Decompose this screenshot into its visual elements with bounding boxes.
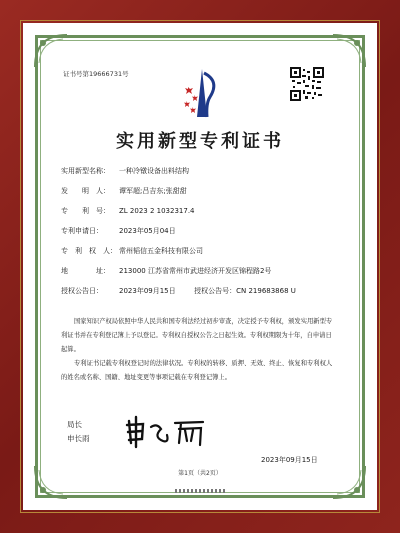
field-value: 一种冷镦设备出料结构	[119, 167, 189, 175]
field-inventor	[61, 186, 187, 196]
field-label: 实用新型名称：	[61, 167, 110, 175]
cnipa-emblem-icon	[180, 67, 224, 123]
corner-ornament-icon	[331, 33, 367, 69]
certificate-number: 证书号第19666731号	[63, 70, 129, 78]
field-application-date	[61, 226, 176, 236]
field-label: 专利申请日：	[61, 227, 103, 235]
security-microprint	[175, 489, 227, 493]
field-label: 授权公告日：	[61, 287, 103, 295]
body-paragraph: 国家知识产权局依照中华人民共和国专利法经过初步审查，决定授予专利权，颁发实用新型专利证书并在专利登记簿上予以登记。专利权自授权公告之日起生效。专利权期限为十年，自申请日起算。	[61, 318, 333, 353]
field-address	[61, 266, 271, 276]
body-paragraph: 专利证书记载专利权登记时的法律状况。专利权的转移、质押、无效、终止、恢复和专利权人的姓名或名称、国籍、地址变更等事项记载在专利登记簿上。	[61, 360, 333, 381]
certificate-body	[61, 315, 337, 385]
field-value: 常州韬信五金科技有限公司	[119, 247, 203, 255]
field-patentee	[61, 246, 203, 256]
certificate-paper	[23, 23, 377, 510]
issue-date: 2023年09月15日	[261, 456, 318, 464]
field-value: ZL 2023 2 1032317.4	[119, 207, 195, 215]
director-title: 局长	[67, 420, 82, 429]
field-patent-number	[61, 206, 195, 216]
field-value: 2023年09月15日	[119, 287, 176, 295]
corner-ornament-icon	[33, 33, 69, 69]
field-label: 发 明 人：	[61, 187, 110, 195]
qr-code-icon	[290, 67, 324, 101]
field-grant-date	[61, 286, 296, 296]
field-value: 213000 江苏省常州市武进经济开发区锦程路2号	[119, 267, 272, 275]
field-label: 授权公告号：	[194, 287, 237, 295]
field-label: 地 址：	[61, 267, 110, 275]
field-value: 2023年05月04日	[119, 227, 176, 235]
director-signature-icon	[123, 415, 213, 449]
director-name: 申长雨	[67, 434, 90, 443]
field-value: 谭军超;吕吉东;张甜甜	[119, 187, 187, 195]
field-value: CN 219683868 U	[236, 287, 296, 295]
field-label: 专 利 号：	[61, 207, 110, 215]
field-label: 专 利 权 人：	[61, 247, 117, 255]
field-utility-model-name	[61, 166, 189, 176]
page-number: 第1页（共2页）	[178, 470, 222, 477]
certificate-title: 实用新型专利证书	[116, 131, 284, 152]
